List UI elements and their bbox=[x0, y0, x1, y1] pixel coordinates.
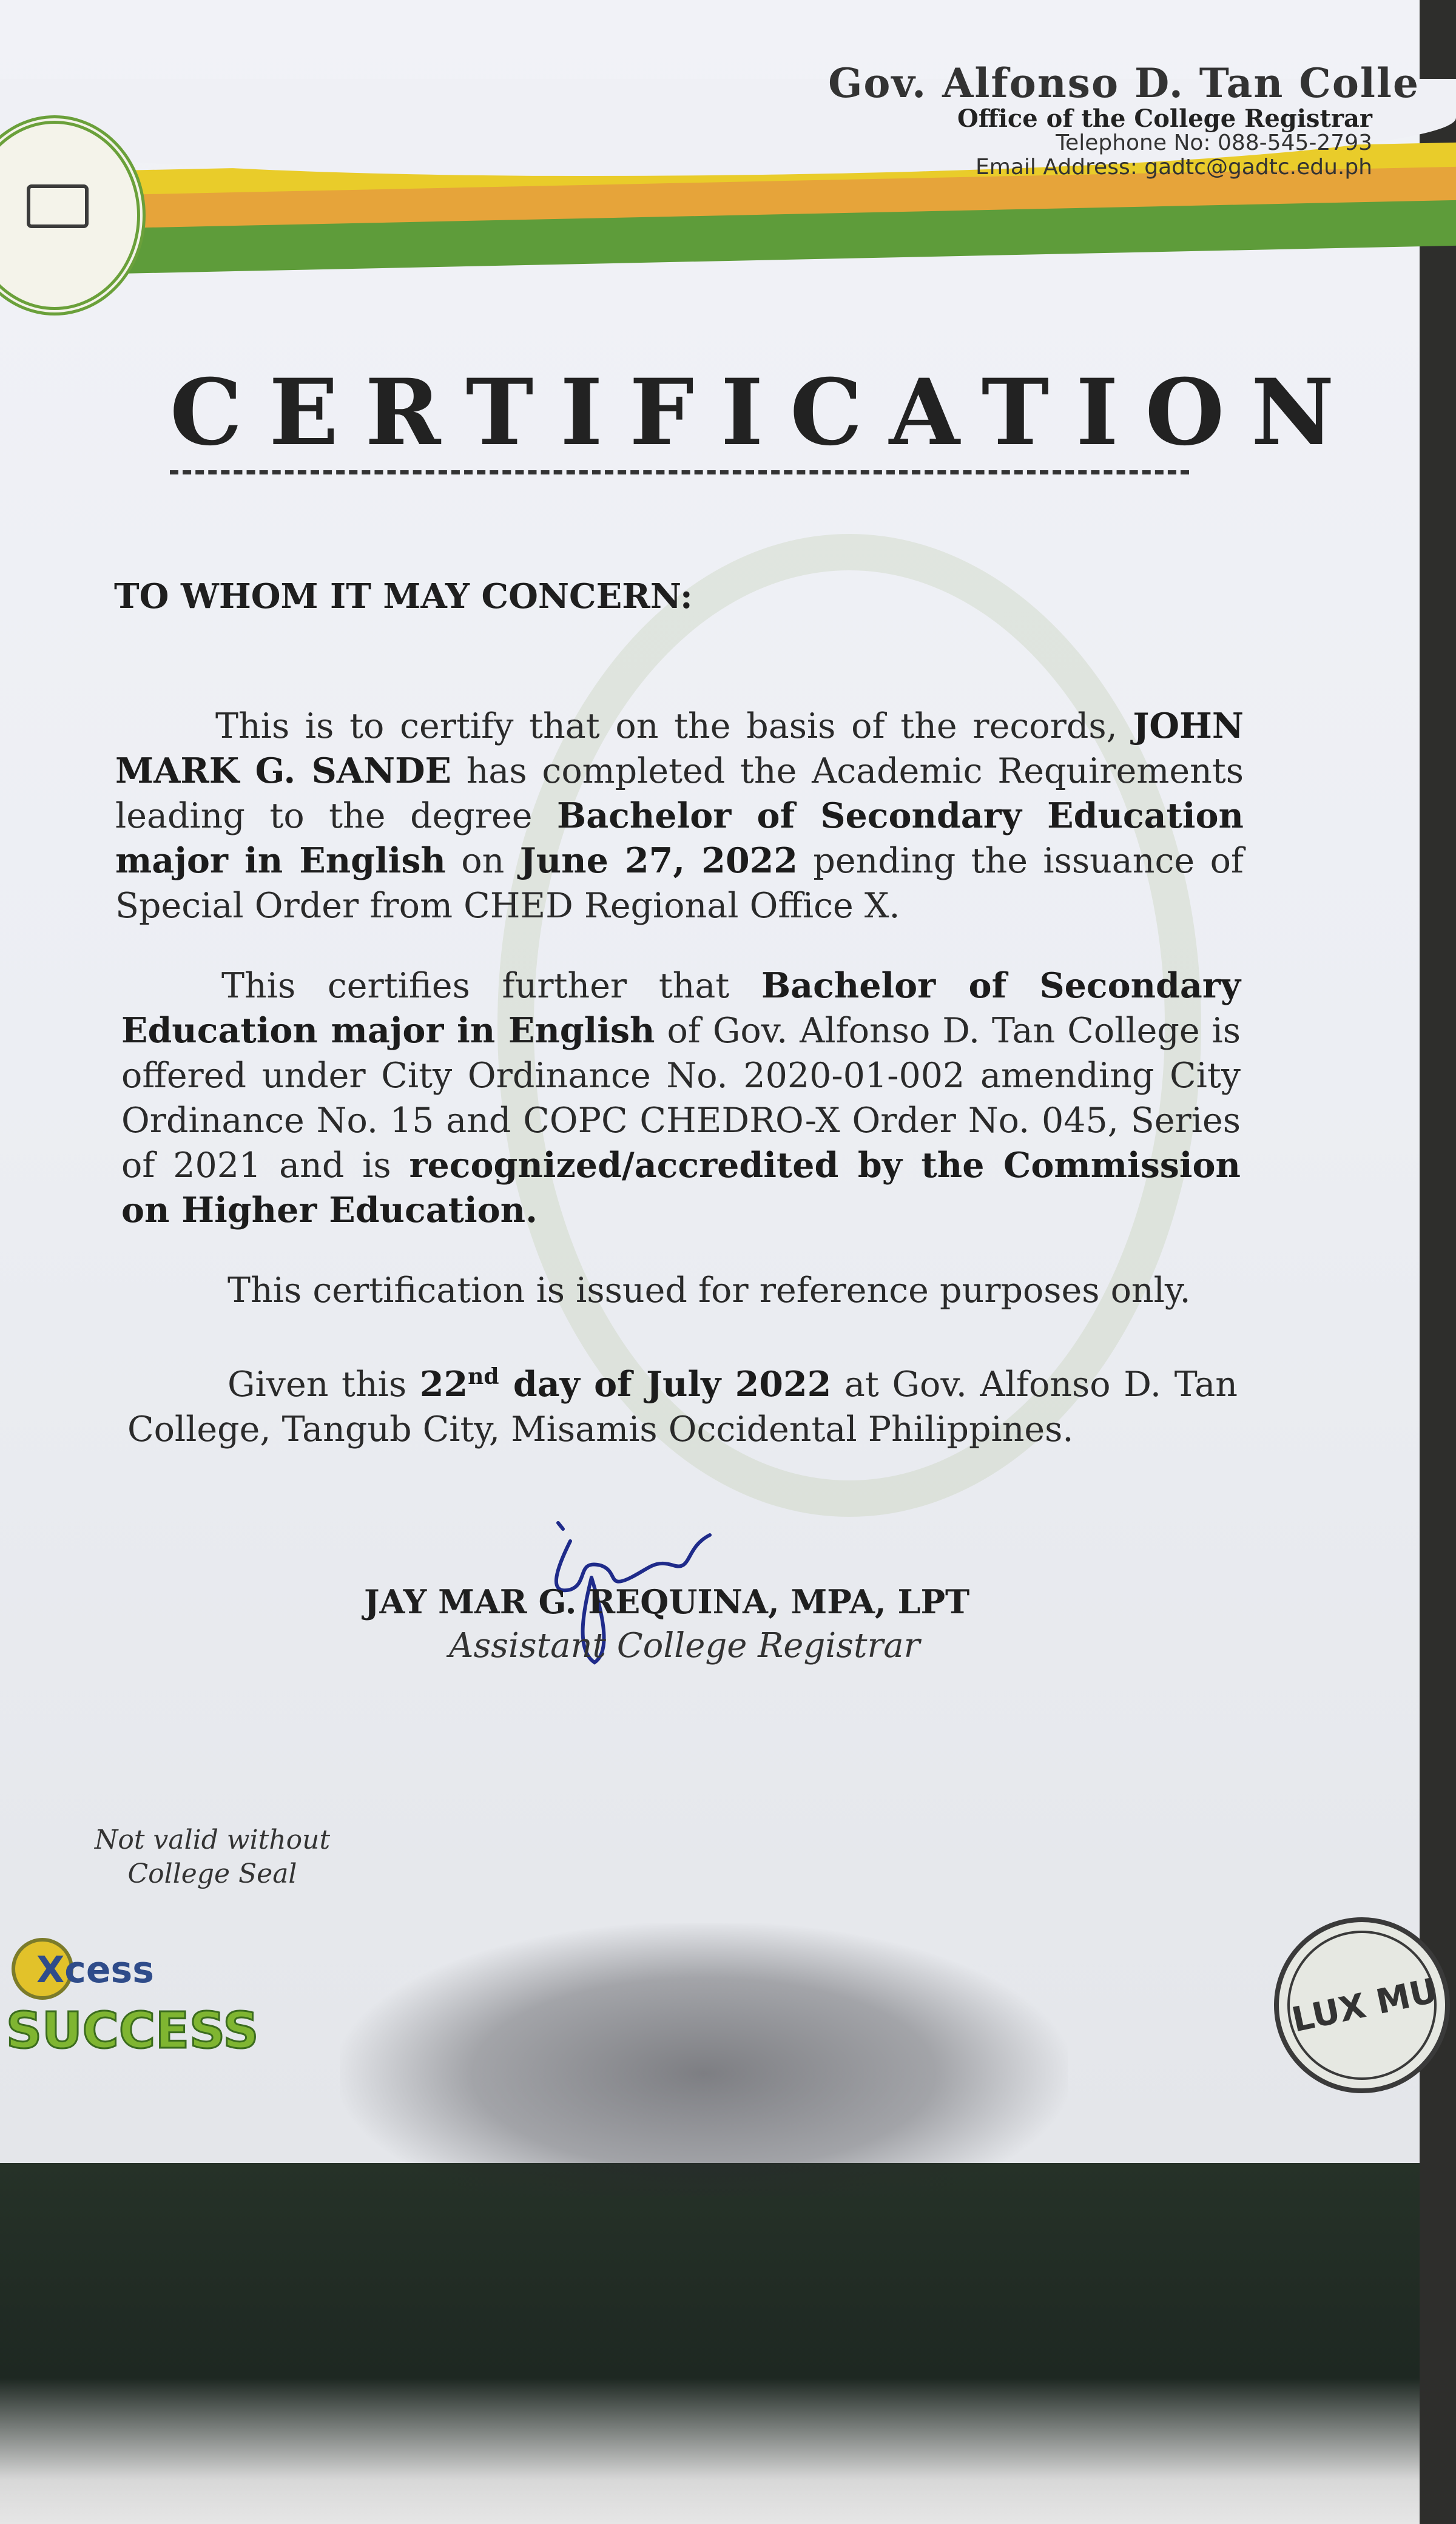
salutation: TO WHOM IT MAY CONCERN: bbox=[114, 576, 693, 616]
seal-notice bbox=[91, 1823, 334, 1891]
degree-name: Bachelor of Secondary Education major in English bbox=[115, 795, 1244, 881]
paragraph-completion bbox=[115, 704, 1244, 928]
institution-name: Gov. Alfonso D. Tan Colle bbox=[828, 59, 1420, 107]
p1-text-1: This is to certify that on the basis of the records, bbox=[215, 706, 1133, 746]
p4-text-1: Given this bbox=[228, 1365, 420, 1405]
day-rest: day of July 2022 bbox=[499, 1364, 832, 1405]
table-surface bbox=[0, 2160, 1420, 2524]
program-name: Bachelor of Secondary Education major in English bbox=[121, 965, 1241, 1051]
email-address: Email Address: gadtc@gadtc.edu.ph bbox=[976, 155, 1372, 180]
signatory-title: Assistant College Registrar bbox=[449, 1626, 920, 1665]
recognition-text: recognized/accredited by the Commission on Higher Education. bbox=[121, 1145, 1241, 1230]
document-title: CERTIFICATION bbox=[170, 361, 1189, 474]
p4-text-2: at Gov. Alfonso D. Tan College, Tangub City, Misamis Occidental Philippines. bbox=[127, 1365, 1238, 1449]
paragraph-purpose: This certification is issued for reference purposes only. bbox=[228, 1270, 1191, 1311]
seal-notice-line-2: College Seal bbox=[127, 1858, 297, 1889]
day-number: 22 bbox=[419, 1364, 468, 1405]
p2-text-2: of Gov. Alfonso D. Tan College is offered under City Ordinance No. 2020-01-002 amending City Ordinance No. 15 and COPC CHEDRO-X Order No. 045, Series of 2021 and is bbox=[121, 1011, 1241, 1186]
seal-notice-line-1: Not valid without bbox=[94, 1824, 331, 1855]
p1-text-2: has completed the Academic Requirements leading to the degree bbox=[115, 751, 1244, 836]
college-seal bbox=[1274, 1917, 1450, 2093]
paragraph-accreditation bbox=[121, 963, 1241, 1233]
office-name: Office of the College Registrar bbox=[957, 104, 1372, 133]
phone-shadow bbox=[340, 1923, 1068, 2196]
telephone: Telephone No: 088-545-2793 bbox=[1056, 130, 1372, 155]
excess-success-logo bbox=[0, 1932, 259, 2072]
badge-text-top: Xcess bbox=[36, 1949, 154, 1991]
signatory-name: JAY MAR G. REQUINA, MPA, LPT bbox=[364, 1582, 970, 1621]
p2-text-1: This certifies further that bbox=[221, 966, 761, 1006]
completion-date: June 27, 2022 bbox=[519, 840, 798, 881]
student-name: JOHN MARK G. SANDE bbox=[115, 706, 1244, 791]
p1-text-3: on bbox=[445, 841, 520, 881]
day-suffix: nd bbox=[468, 1364, 499, 1389]
seal-text: LUX MU bbox=[1288, 1971, 1441, 2040]
p1-text-4: pending the issuance of Special Order from CHED Regional Office X. bbox=[115, 841, 1244, 926]
badge-text-bottom: SUCCESS bbox=[6, 2002, 259, 2060]
paragraph-given bbox=[127, 1354, 1238, 1452]
